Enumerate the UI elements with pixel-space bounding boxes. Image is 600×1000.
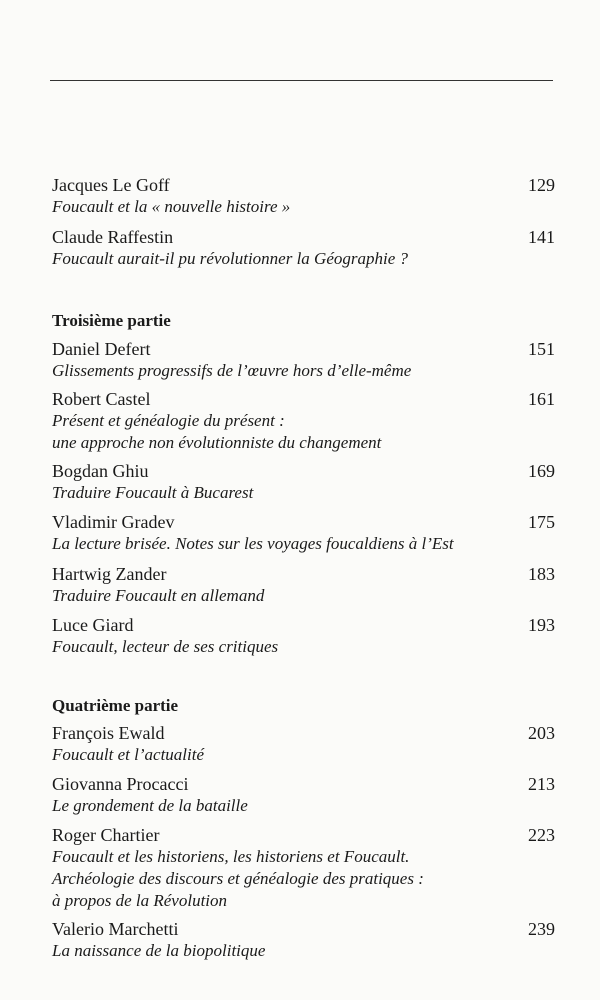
entry-page: 183 [528,564,555,584]
entry-author: Hartwig Zander [52,564,167,584]
entry-author: Giovanna Procacci [52,774,189,794]
toc-entry [52,614,555,658]
entry-title: Foucault, lecteur de ses critiques [52,637,279,656]
toc-entry [52,511,555,555]
entry-page: 203 [528,723,555,743]
entry-title-line2: Archéologie des discours et généalogie des pratiques : [52,869,424,888]
entry-page: 223 [528,825,555,845]
entry-author: François Ewald [52,723,165,743]
entry-author: Bogdan Ghiu [52,461,149,481]
entry-title-line2: une approche non évolutionniste du changement [52,433,382,452]
entry-author: Claude Raffestin [52,227,174,247]
top-rule [50,80,553,81]
entry-page: 129 [528,175,555,195]
entry-title: Foucault et la « nouvelle histoire » [52,197,291,216]
entry-title: Traduire Foucault en allemand [52,586,265,605]
entry-title: La lecture brisée. Notes sur les voyages foucaldiens à l’Est [52,534,454,553]
toc-entry [52,226,555,270]
entry-author: Valerio Marchetti [52,919,179,939]
entry-page: 151 [528,339,555,359]
entry-title: Foucault et l’actualité [52,745,205,764]
toc-entry [52,918,555,962]
entry-title: Présent et généalogie du présent : [52,411,285,430]
entry-author: Jacques Le Goff [52,175,170,195]
toc-entry [52,773,555,817]
entry-title: La naissance de la biopolitique [52,941,266,960]
toc-entry [52,338,555,382]
toc-entry [52,174,555,218]
entry-page: 239 [528,919,555,939]
toc-entry [52,563,555,607]
entry-author: Daniel Defert [52,339,151,359]
entry-page: 169 [528,461,555,481]
entry-author: Robert Castel [52,389,151,409]
entry-page: 161 [528,389,555,409]
entry-page: 193 [528,615,555,635]
toc-entry [52,722,555,766]
entry-title: Le grondement de la bataille [52,796,248,815]
entry-title: Traduire Foucault à Bucarest [52,483,254,502]
toc-entry [52,388,555,454]
toc-entry [52,824,555,912]
entry-title: Glissements progressifs de l’œuvre hors d’elle-même [52,361,412,380]
entry-title: Foucault aurait-il pu révolutionner la Géographie ? [52,249,409,268]
entry-author: Luce Giard [52,615,134,635]
toc-entry [52,460,555,504]
entry-title: Foucault et les historiens, les historiens et Foucault. [52,847,410,866]
entry-title-line3: à propos de la Révolution [52,891,228,910]
entry-author: Vladimir Gradev [52,512,175,532]
entry-page: 175 [528,512,555,532]
entry-page: 213 [528,774,555,794]
entry-author: Roger Chartier [52,825,160,845]
section-heading-troisieme: Troisième partie [52,311,171,330]
entry-page: 141 [528,227,555,247]
section-heading-quatrieme: Quatrième partie [52,696,179,715]
